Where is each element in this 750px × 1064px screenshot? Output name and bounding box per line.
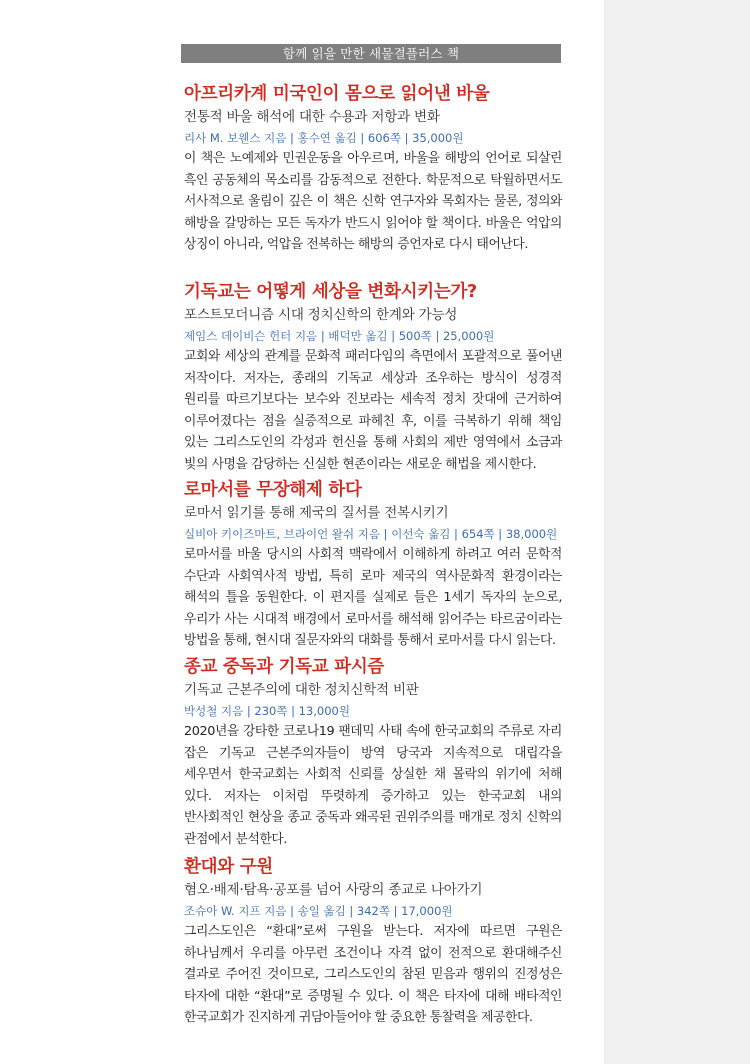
book-meta: 제임스 데이비슨 헌터 지음 | 배덕만 옮김 | 500쪽 | 25,000원 [184, 329, 495, 343]
side-margin-strip [604, 0, 750, 1064]
book-subtitle: 로마서 읽기를 통해 제국의 질서를 전복시키기 [184, 505, 449, 521]
book-subtitle: 기독교 근본주의에 대한 정치신학적 비판 [184, 682, 419, 698]
book-entry [184, 280, 562, 475]
book-title: 로마서를 무장해제 하다 [184, 480, 362, 500]
book-entry [184, 478, 562, 652]
book-description: 로마서를 바울 당시의 사회적 맥락에서 이해하게 하려고 여러 문학적 수단과 사회역사적 방법, 특히 로마 제국의 역사문화적 환경이라는 해석의 틀을 동원한다. 이 편지를 실제로 들은 1세기 독자의 눈으로, 우리가 사는 시대적 배경에서 로마서를 해석해 읽어주는 타르굼이라는 방법을 통해, 현시대 질문자와의 대화를 통해서 로마서를 다시 읽는다. [184, 547, 562, 648]
section-header: 함께 읽을 만한 새물결플러스 책 [181, 44, 561, 63]
book-description: 이 책은 노예제와 민권운동을 아우르며, 바울을 해방의 언어로 되살린 흑인 공동체의 목소리를 감동적으로 전한다. 학문적으로 탁월하면서도 서사적으로 울림이 깊은 이 책은 신학 연구자와 목회자는 물론, 정의와 해방을 갈망하는 모든 독자가 반드시 읽어야 할 책이다. 바울은 억압의 상징이 아니라, 억압을 전복하는 해방의 증언자로 다시 태어난다. [184, 151, 562, 252]
book-description: 그리스도인은 “환대”로써 구원을 받는다. 저자에 따르면 구원은 하나님께서 우리를 아무런 조건이나 자격 없이 전적으로 환대해주신 결과로 주어진 것이므로, 그리스도인의 참된 믿음과 행위의 진정성은 타자에 대한 “환대”로 증명될 수 있다. 이 책은 타자에 대해 배타적인 한국교회가 진지하게 귀담아들어야 할 중요한 통찰력을 제공한다. [184, 924, 562, 1025]
book-entry [184, 655, 562, 850]
book-meta: 조슈아 W. 지프 지음 | 송일 옮김 | 342쪽 | 17,000원 [184, 904, 453, 918]
book-title: 환대와 구원 [184, 857, 273, 877]
book-subtitle: 포스트모더니즘 시대 정치신학의 한계와 가능성 [184, 307, 458, 323]
book-meta: 리사 M. 보웬스 지음 | 홍수연 옮김 | 606쪽 | 35,000원 [184, 131, 464, 145]
book-title: 아프리카계 미국인이 몸으로 읽어낸 바울 [184, 84, 490, 104]
book-description: 2020년을 강타한 코로나19 팬데믹 사태 속에 한국교회의 주류로 자리 잡은 기독교 근본주의자들이 방역 당국과 지속적으로 대립각을 세우면서 한국교회는 사회적 신뢰를 상실한 채 몰락의 위기에 처해 있다. 저자는 이처럼 뚜렷하게 증가하고 있는 한국교회 내의 반사회적인 현상을 종교 중독과 왜곡된 권위주의를 매개로 정치 신학의 관점에서 분석한다. [184, 724, 562, 847]
book-subtitle: 전통적 바울 해석에 대한 수용과 저항과 변화 [184, 109, 440, 125]
book-title: 기독교는 어떻게 세상을 변화시키는가? [184, 282, 477, 302]
book-meta: 실비아 키이즈마트, 브라이언 왈쉬 지음 | 이선숙 옮김 | 654쪽 | 38,000원 [184, 527, 558, 541]
book-entry [184, 855, 562, 1029]
book-description: 교회와 세상의 관계를 문화적 패러다임의 측면에서 포괄적으로 풀어낸 저작이다. 저자는, 종래의 기독교 세상과 조우하는 방식이 성경적 원리를 따르기보다는 보수와 진보라는 세속적 정치 잣대에 근거하여 이루어졌다는 점을 실증적으로 파헤친 후, 이를 극복하기 위해 책임 있는 그리스도인의 각성과 헌신을 통해 사회의 제반 영역에서 소금과 빛의 사명을 감당하는 신실한 현존이라는 새로운 해법을 제시한다. [184, 349, 562, 472]
book-title: 종교 중독과 기독교 파시즘 [184, 657, 385, 677]
book-entry [184, 82, 562, 256]
book-subtitle: 혐오·배제·탐욕·공포를 넘어 사랑의 종교로 나아가기 [184, 882, 483, 898]
book-meta: 박성철 지음 | 230쪽 | 13,000원 [184, 704, 350, 718]
